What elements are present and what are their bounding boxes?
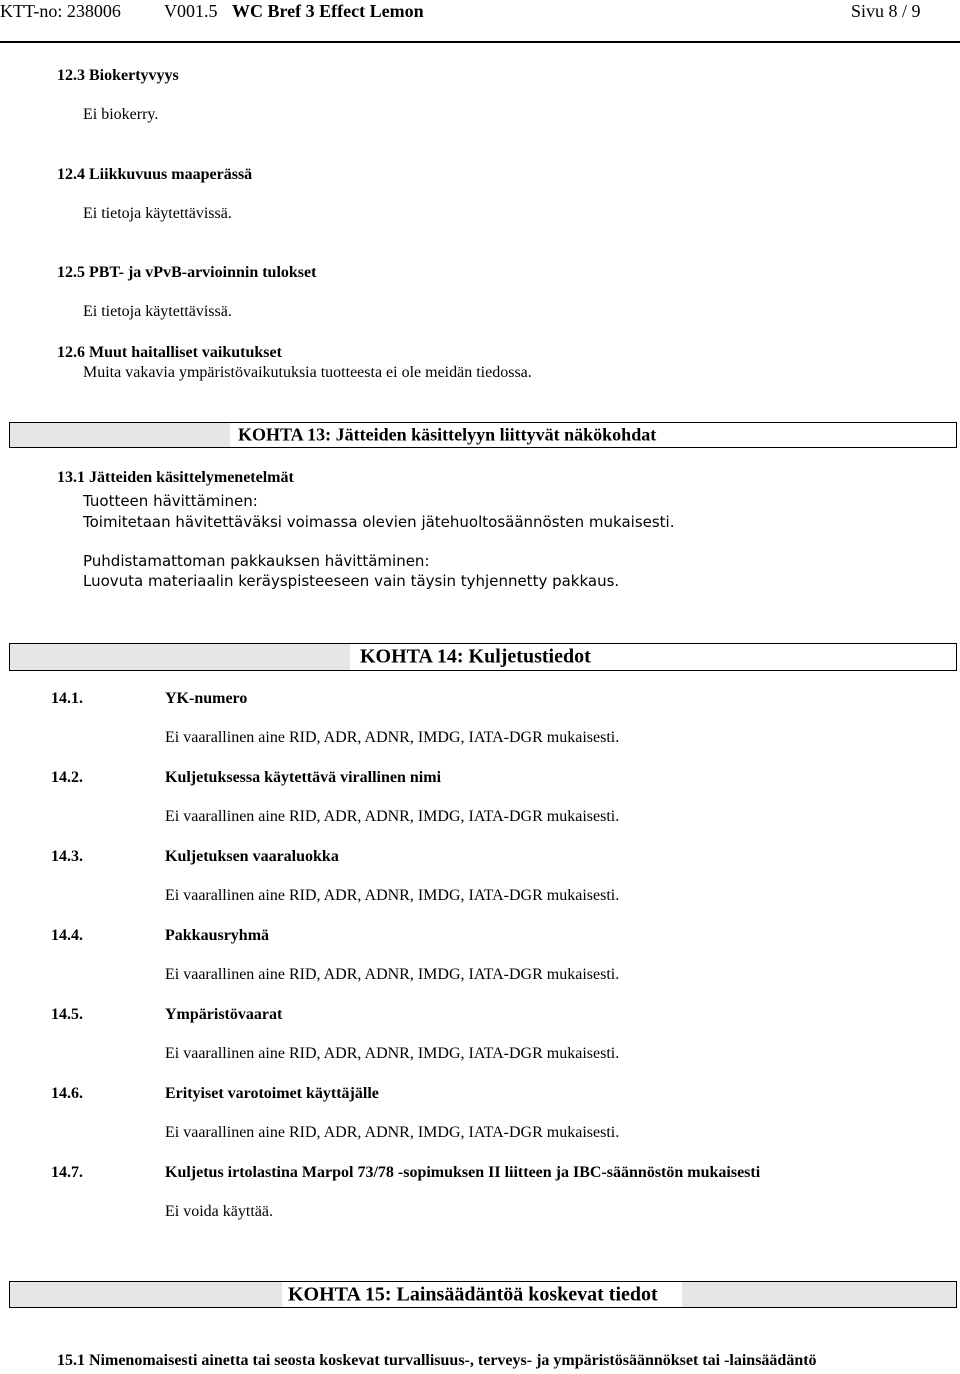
- item-title: Kuljetus irtolastina Marpol 73/78 -sopimuksen II liitteen ja IBC-säännöstön mukaisesti: [165, 1164, 761, 1181]
- item-text: Ei vaarallinen aine RID, ADR, ADNR, IMDG, IATA-DGR mukaisesti.: [165, 1045, 620, 1062]
- section-13-heading: KOHTA 13: Jätteiden käsittelyyn liittyvät näkökohdat: [238, 424, 657, 445]
- banner-shade: [10, 1282, 282, 1307]
- banner-shade: [682, 1282, 956, 1307]
- section-13-1-title: 13.1 Jätteiden käsittelymenetelmät: [57, 469, 294, 486]
- section-15-1-title: 15.1 Nimenomaisesti ainetta tai seosta koskevat turvallisuus-, terveys- ja ympäristösäännökset tai -lainsäädäntö: [57, 1352, 817, 1369]
- item-text: Ei vaarallinen aine RID, ADR, ADNR, IMDG, IATA-DGR mukaisesti.: [165, 1124, 620, 1141]
- ktt-number: KTT-no: 238006: [0, 1, 121, 21]
- item-title: Ympäristövaarat: [165, 1006, 283, 1023]
- product-name: WC Bref 3 Effect Lemon: [232, 1, 424, 21]
- item-title: Pakkausryhmä: [165, 927, 270, 944]
- section-12-3-text: Ei biokerry.: [83, 106, 159, 123]
- banner-shade: [10, 423, 230, 447]
- section-12-5-title: 12.5 PBT- ja vPvB-arvioinnin tulokset: [57, 264, 317, 281]
- item-number: 14.6.: [51, 1085, 83, 1102]
- item-text: Ei vaarallinen aine RID, ADR, ADNR, IMDG, IATA-DGR mukaisesti.: [165, 887, 620, 904]
- item-number: 14.3.: [51, 848, 83, 865]
- item-title: YK-numero: [165, 690, 248, 707]
- header-divider: [0, 41, 960, 43]
- item-text: Ei voida käyttää.: [165, 1203, 273, 1220]
- version-number: V001.5: [164, 1, 218, 21]
- item-text: Ei vaarallinen aine RID, ADR, ADNR, IMDG, IATA-DGR mukaisesti.: [165, 729, 620, 746]
- page-number: Sivu 8 / 9: [851, 1, 921, 21]
- packaging-disposal-label: Puhdistamattoman pakkauksen hävittäminen:: [83, 552, 430, 570]
- section-15-heading: KOHTA 15: Lainsäädäntöä koskevat tiedot: [288, 1283, 658, 1305]
- product-disposal-text: Toimitetaan hävitettäväksi voimassa olevien jätehuoltosäännösten mukaisesti.: [83, 513, 675, 531]
- item-number: 14.4.: [51, 927, 83, 944]
- item-number: 14.7.: [51, 1164, 83, 1181]
- item-title: Kuljetuksessa käytettävä virallinen nimi: [165, 769, 442, 786]
- item-title: Erityiset varotoimet käyttäjälle: [165, 1085, 379, 1102]
- item-text: Ei vaarallinen aine RID, ADR, ADNR, IMDG, IATA-DGR mukaisesti.: [165, 808, 620, 825]
- item-text: Ei vaarallinen aine RID, ADR, ADNR, IMDG, IATA-DGR mukaisesti.: [165, 966, 620, 983]
- item-number: 14.2.: [51, 769, 83, 786]
- section-14-heading-banner: [9, 643, 957, 671]
- item-title: Kuljetuksen vaaraluokka: [165, 848, 339, 865]
- banner-shade: [10, 644, 350, 670]
- section-12-3-title: 12.3 Biokertyvyys: [57, 67, 179, 84]
- section-13-heading-banner: [9, 422, 957, 448]
- product-disposal-label: Tuotteen hävittäminen:: [83, 492, 258, 510]
- section-12-6-text: Muita vakavia ympäristövaikutuksia tuotteesta ei ole meidän tiedossa.: [83, 364, 532, 381]
- section-14-heading: KOHTA 14: Kuljetustiedot: [360, 645, 591, 668]
- section-12-6-title: 12.6 Muut haitalliset vaikutukset: [57, 344, 282, 361]
- section-12-5-text: Ei tietoja käytettävissä.: [83, 303, 232, 320]
- item-number: 14.5.: [51, 1006, 83, 1023]
- item-number: 14.1.: [51, 690, 83, 707]
- section-12-4-title: 12.4 Liikkuvuus maaperässä: [57, 166, 253, 183]
- section-15-heading-banner: [9, 1281, 957, 1308]
- section-12-4-text: Ei tietoja käytettävissä.: [83, 205, 232, 222]
- packaging-disposal-text: Luovuta materiaalin keräyspisteeseen vain täysin tyhjennetty pakkaus.: [83, 572, 620, 590]
